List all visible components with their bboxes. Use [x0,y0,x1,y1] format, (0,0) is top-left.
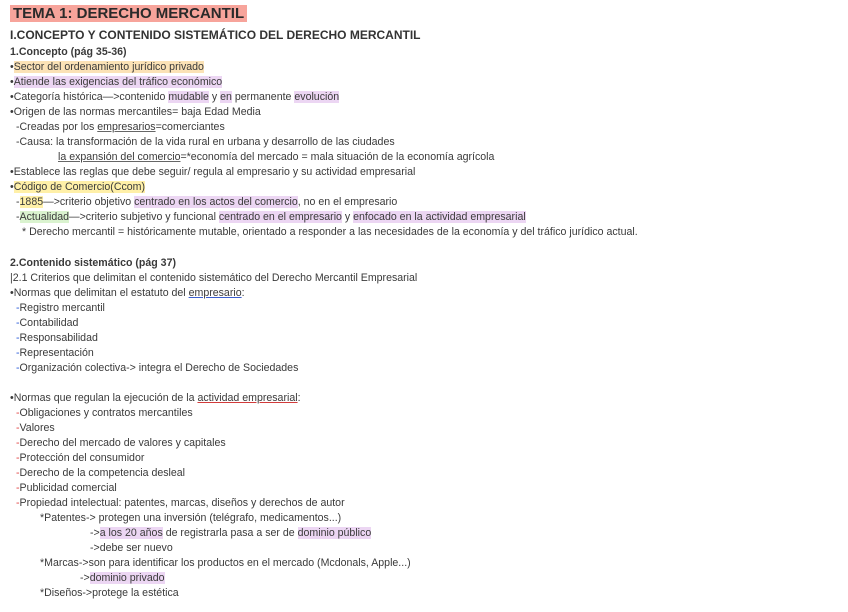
note-line: -Actualidad—>criterio subjetivo y funcional centrado en el empresario y enfocado en la actividad empresarial [16,211,526,223]
note-line: •Origen de las normas mercantiles= baja Edad Media [10,106,261,118]
section-heading: I.CONCEPTO Y CONTENIDO SISTEMÁTICO DEL DERECHO MERCANTIL [10,28,421,42]
note-line: * Derecho mercantil = históricamente mutable, orientado a responder a las necesidades de la economía y del tráfico jurídico actual. [22,226,638,238]
note-line: •Establece las reglas que debe seguir/ regula al empresario y su actividad empresarial [10,166,416,178]
note-line: *Diseños->protege la estética [40,587,179,599]
note-line: •Categoría histórica—>contenido mudable y en permanente evolución [10,91,340,103]
list-item: -Registro mercantil [16,302,105,314]
list-item: -Propiedad intelectual: patentes, marcas, diseños y derechos de autor [16,497,345,509]
note-line: •Atiende las exigencias del tráfico económico [10,76,223,88]
list-item: -Publicidad comercial [16,482,117,494]
note-line: •Código de Comercio(Ccom) [10,181,146,193]
page-title: TEMA 1: DERECHO MERCANTIL [10,4,840,24]
note-line: ->a los 20 años de registrarla pasa a ser de dominio público [90,527,372,539]
note-line: •Normas que delimitan el estatuto del empresario: [10,287,245,299]
list-item: -Representación [16,347,94,359]
note-line: *Patentes-> protegen una inversión (telégrafo, medicamentos...) [40,512,342,524]
list-item: -Contabilidad [16,317,79,329]
note-line: •Sector del ordenamiento jurídico privado [10,61,204,73]
note-line: -Creadas por los empresarios=comerciantes [16,121,225,133]
note-line: -Causa: la transformación de la vida rural en urbana y desarrollo de las ciudades [16,136,395,148]
list-item: -Derecho de la competencia desleal [16,467,186,479]
note-line: -1885—>criterio objetivo centrado en los actos del comercio, no en el empresario [16,196,398,208]
list-item: -Protección del consumidor [16,452,145,464]
list-item: -Obligaciones y contratos mercantiles [16,407,193,419]
note-line: •Normas que regulan la ejecución de la actividad empresarial: [10,392,301,404]
note-line: *Marcas->son para identificar los productos en el mercado (Mcdonals, Apple...) [40,557,411,569]
subsection-heading-contenido: 2.Contenido sistemático (pág 37) [10,257,176,269]
list-item: -Valores [16,422,55,434]
notes-page [10,4,840,601]
list-item: -Derecho del mercado de valores y capitales [16,437,226,449]
note-line: ->debe ser nuevo [90,542,173,554]
list-item: -Organización colectiva-> integra el Derecho de Sociedades [16,362,299,374]
list-item: -Responsabilidad [16,332,98,344]
note-line: la expansión del comercio=*economía del mercado = mala situación de la economía agrícola [58,151,495,163]
note-line: |2.1 Criterios que delimitan el contenido sistemático del Derecho Mercantil Empresarial [10,272,418,284]
note-line: ->dominio privado [80,572,165,584]
subsection-heading-concepto: 1.Concepto (pág 35-36) [10,46,127,58]
